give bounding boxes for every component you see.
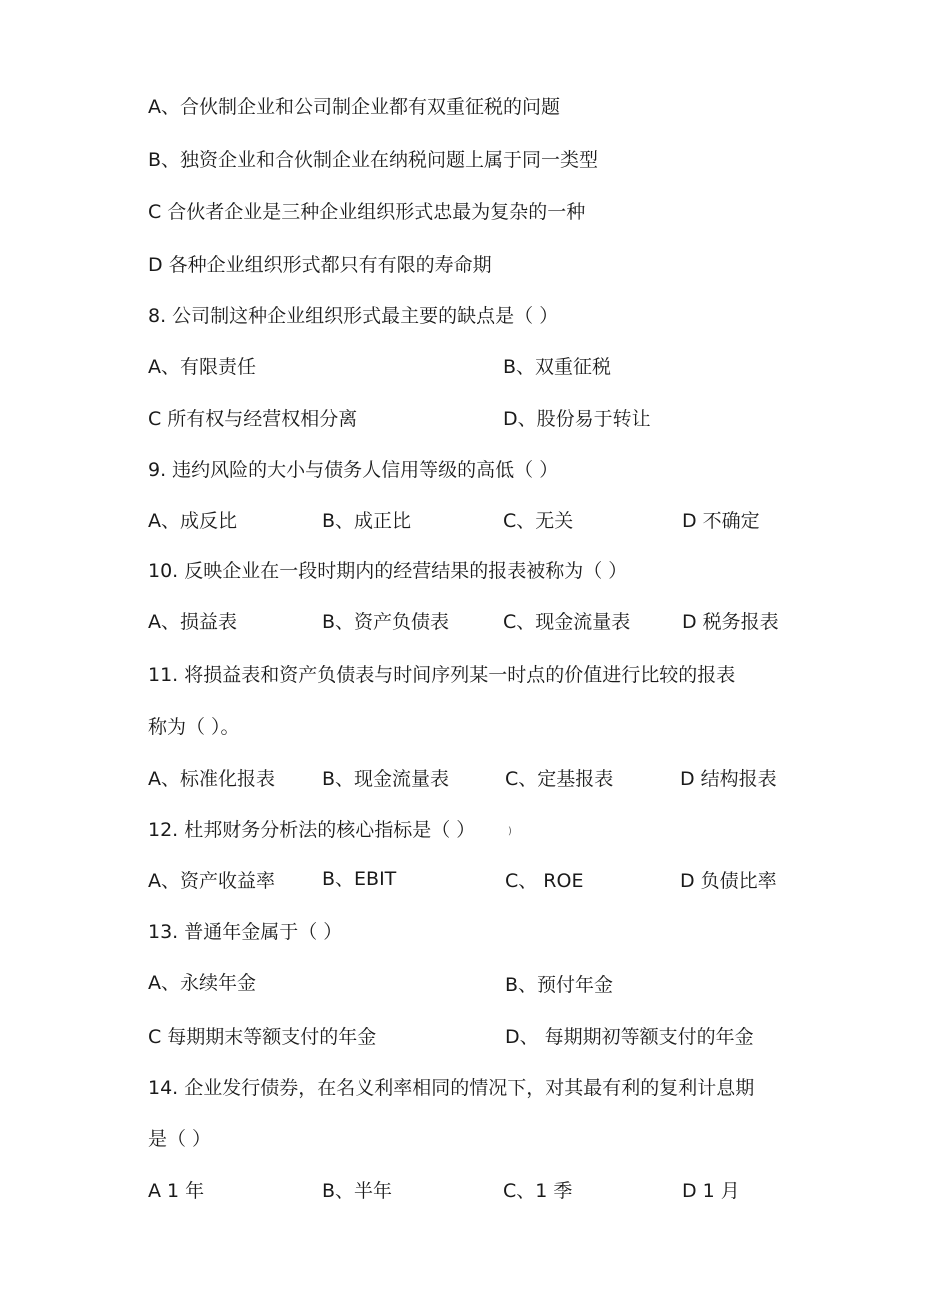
q9-option-d: D 不确定 — [682, 510, 760, 532]
q12-option-b: B、EBIT — [322, 868, 397, 890]
prev-option-c: C 合伙者企业是三种企业组织形式忠最为复杂的一种 — [148, 201, 586, 223]
q14-option-b: B、半年 — [322, 1180, 393, 1202]
prev-option-b: B、独资企业和合伙制企业在纳税问题上属于同一类型 — [148, 149, 599, 171]
q12-option-a: A、资产收益率 — [148, 870, 275, 892]
q11-option-c: C、定基报表 — [505, 768, 614, 790]
q9-option-a: A、成反比 — [148, 510, 237, 532]
q8-option-b: B、双重征税 — [503, 356, 612, 378]
q14-option-d: D 1 月 — [682, 1180, 740, 1202]
q8-option-d: D、股份易于转让 — [503, 408, 651, 430]
q13-option-b: B、预付年金 — [505, 974, 614, 996]
question-11-stem-line1: 11. 将损益表和资产负债表与时间序列某一时点的价值进行比较的报表 — [148, 664, 736, 686]
question-14-stem-line1: 14. 企业发行债券，在名义利率相同的情况下，对其最有利的复利计息期 — [148, 1077, 755, 1099]
q12-option-c: C、 ROE — [505, 870, 584, 892]
q10-option-c: C、现金流量表 — [503, 611, 631, 633]
q8-option-c: C 所有权与经营权相分离 — [148, 408, 358, 430]
q11-option-b: B、现金流量表 — [322, 768, 450, 790]
q13-option-a: A、永续年金 — [148, 972, 256, 994]
q10-option-b: B、资产负债表 — [322, 611, 450, 633]
q13-option-d: D、 每期期初等额支付的年金 — [505, 1026, 754, 1048]
prev-option-d: D 各种企业组织形式都只有有限的寿命期 — [148, 254, 492, 276]
question-11-stem-line2: 称为（ ）。 — [148, 716, 240, 738]
stray-mark: ) — [508, 826, 512, 837]
q11-option-d: D 结构报表 — [680, 768, 777, 790]
q8-option-a: A、有限责任 — [148, 356, 256, 378]
question-13-stem: 13. 普通年金属于（ ） — [148, 921, 343, 943]
q10-option-d: D 税务报表 — [682, 611, 779, 633]
q10-option-a: A、损益表 — [148, 611, 237, 633]
question-10-stem: 10. 反映企业在一段时期内的经营结果的报表被称为（ ） — [148, 560, 628, 582]
q11-option-a: A、标准化报表 — [148, 768, 275, 790]
question-8-stem: 8. 公司制这种企业组织形式最主要的缺点是（ ） — [148, 305, 559, 327]
question-14-stem-line2: 是（ ） — [148, 1128, 212, 1150]
q13-option-c: C 每期期末等额支付的年金 — [148, 1026, 377, 1048]
q12-option-d: D 负债比率 — [680, 870, 777, 892]
q9-option-c: C、无关 — [503, 510, 574, 532]
question-12-stem: 12. 杜邦财务分析法的核心指标是（ ） — [148, 819, 476, 841]
q14-option-c: C、1 季 — [503, 1180, 573, 1202]
q9-option-b: B、成正比 — [322, 510, 412, 532]
prev-option-a: A、合伙制企业和公司制企业都有双重征税的问题 — [148, 96, 560, 118]
question-9-stem: 9. 违约风险的大小与债务人信用等级的高低（ ） — [148, 459, 559, 481]
q14-option-a: A 1 年 — [148, 1180, 205, 1202]
